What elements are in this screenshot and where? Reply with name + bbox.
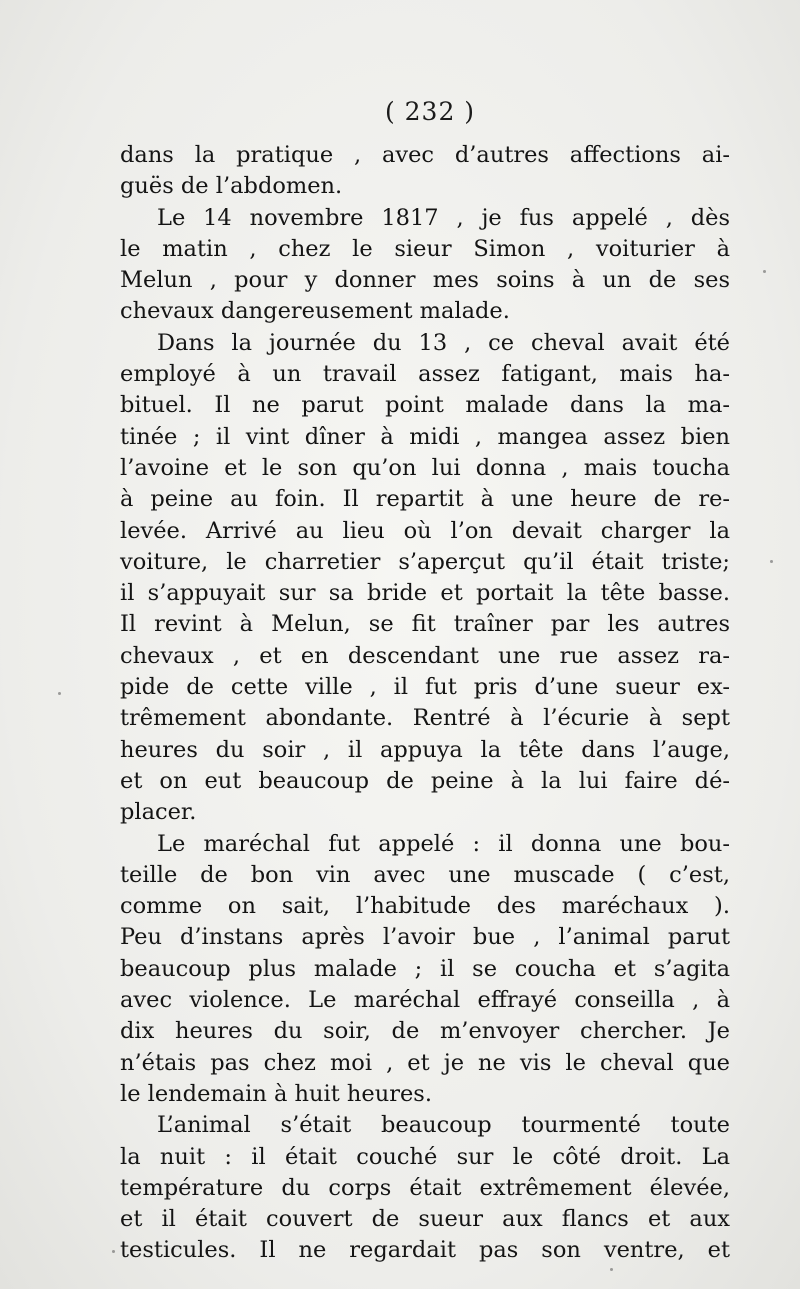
text-line: à peine au foin. Il repartit à une heure de re-: [120, 486, 730, 513]
text-line: employé à un travail assez fatigant, mais ha-: [120, 361, 730, 388]
scan-speck: [58, 692, 61, 695]
scan-speck: [610, 1268, 613, 1271]
text-line: L’animal s’était beaucoup tourmenté toute: [157, 1112, 730, 1139]
text-line: et il était couvert de sueur aux flancs et aux: [120, 1206, 730, 1233]
text-line: voiture, le charretier s’aperçut qu’il était triste;: [120, 548, 730, 575]
body-text: [120, 140, 730, 1267]
text-line: tinée ; il vint dîner à midi , mangea assez bien: [120, 423, 730, 450]
text-line: dix heures du soir, de m’envoyer chercher. Je: [120, 1018, 730, 1045]
text-line: testicules. Il ne regardait pas son ventre, et: [120, 1237, 730, 1264]
text-line: comme on sait, l’habitude des maréchaux ).: [120, 893, 730, 920]
text-line: et on eut beaucoup de peine à la lui faire dé-: [120, 767, 730, 794]
text-line: trêmement abondante. Rentré à l’écurie à sept: [120, 705, 730, 732]
text-line: Melun , pour y donner mes soins à un de ses: [120, 267, 730, 294]
text-line: chevaux dangereusement malade.: [120, 298, 510, 325]
text-line: le matin , chez le sieur Simon , voiturier à: [120, 235, 730, 262]
text-line: teille de bon vin avec une muscade ( c’est,: [120, 861, 730, 888]
text-line: Le maréchal fut appelé : il donna une bou-: [157, 830, 730, 857]
text-line: Il revint à Melun, se fit traîner par les autres: [120, 611, 730, 638]
text-line: levée. Arrivé au lieu où l’on devait charger la: [120, 517, 730, 544]
text-line: avec violence. Le maréchal effrayé conseilla , à: [120, 987, 730, 1014]
text-line: température du corps était extrêmement élevée,: [120, 1174, 730, 1201]
text-line: la nuit : il était couché sur le côté droit. La: [120, 1143, 730, 1170]
scan-speck: [112, 1250, 115, 1253]
text-line: Dans la journée du 13 , ce cheval avait été: [157, 329, 730, 356]
text-line: dans la pratique , avec d’autres affections ai-: [120, 142, 730, 168]
text-line: beaucoup plus malade ; il se coucha et s’agita: [120, 955, 730, 982]
text-line: n’étais pas chez moi , et je ne vis le cheval que: [120, 1049, 730, 1076]
text-line: placer.: [120, 799, 197, 826]
text-line: l’avoine et le son qu’on lui donna , mais toucha: [120, 454, 730, 481]
text-line: bituel. Il ne parut point malade dans la ma-: [120, 392, 730, 419]
scan-speck: [763, 270, 766, 273]
text-line: le lendemain à huit heures.: [120, 1080, 432, 1107]
scan-speck: [770, 560, 773, 563]
text-line: Peu d’instans après l’avoir bue , l’animal parut: [120, 924, 730, 951]
text-line: il s’appuyait sur sa bride et portait la tête basse.: [120, 580, 730, 607]
text-line: chevaux , et en descendant une rue assez ra-: [120, 642, 730, 669]
text-line: heures du soir , il appuya la tête dans l’auge,: [120, 736, 730, 763]
text-line: Le 14 novembre 1817 , je fus appelé , dès: [157, 204, 730, 231]
page-number: ( 232 ): [384, 97, 476, 126]
text-line: pide de cette ville , il fut pris d’une sueur ex-: [120, 674, 730, 701]
text-line: guës de l’abdomen.: [120, 173, 343, 200]
